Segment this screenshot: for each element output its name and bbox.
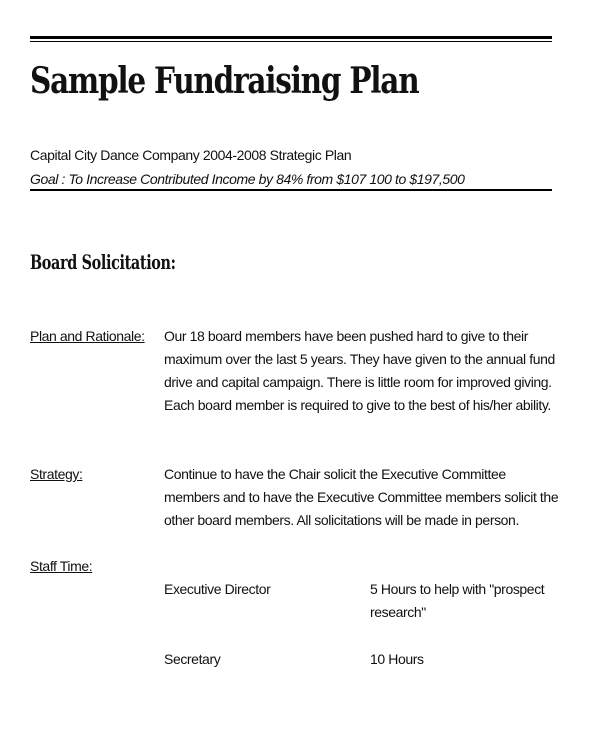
strategy-text: Continue to have the Chair solicit the Executive Committee members and to have the Executive Committee members solicit the other board members. All solicitations will be made in person. (164, 466, 559, 528)
top-double-rule (30, 36, 552, 43)
goal-text: Goal : To Increase Contributed Income by 84% from $107 100 to $197,500 (30, 171, 465, 187)
subtitle: Capital City Dance Company 2004-2008 Strategic Plan (30, 147, 352, 163)
rule-thick-line (30, 36, 552, 39)
staff-label: Staff Time: (30, 558, 93, 574)
rule-thin-line (30, 41, 552, 42)
plan-text: Our 18 board members have been pushed hard to give to their maximum over the last 5 years. They have given to the annual fund drive and capital campaign. There is little room for improved giving. Each board member is required to give to the best of his/her ability. (164, 328, 555, 413)
staff-role-1: Executive Director (164, 581, 271, 597)
staff-time-1: 5 Hours to help with "prospect research" (370, 581, 545, 620)
staff-time-2: 10 Hours (370, 651, 424, 667)
plan-label: Plan and Rationale: (30, 328, 145, 344)
section-heading: Board Solicitation: (30, 250, 176, 274)
page-title: Sample Fundraising Plan (30, 60, 419, 102)
staff-role-2: Secretary (164, 651, 221, 667)
strategy-label: Strategy: (30, 466, 83, 482)
header-rule (30, 189, 552, 191)
